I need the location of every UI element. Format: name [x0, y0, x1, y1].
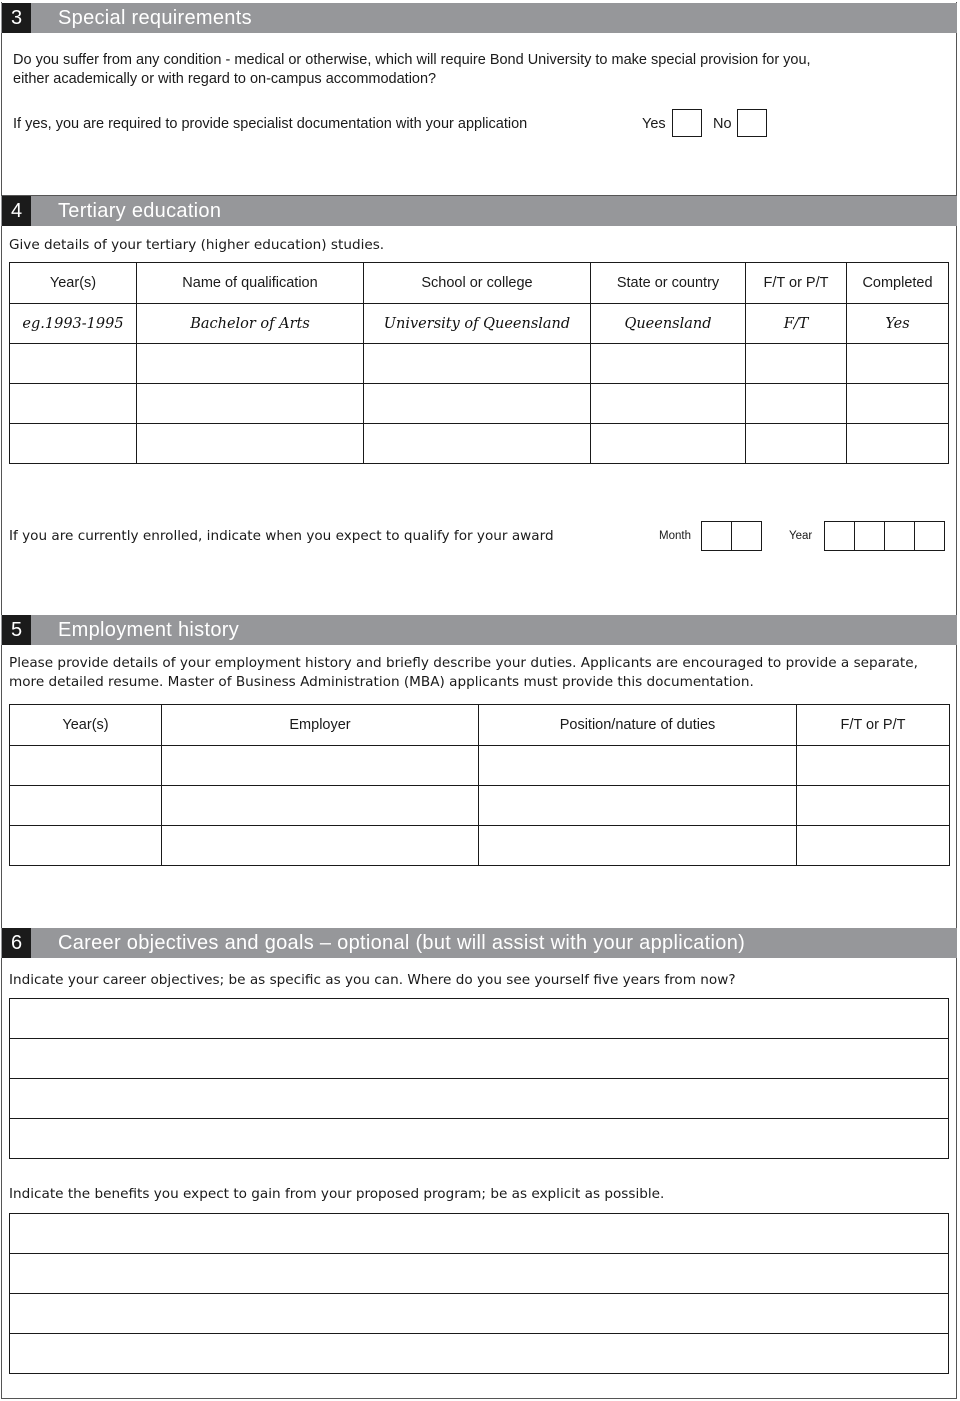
- yes-label: Yes: [642, 116, 666, 132]
- year-digit-4[interactable]: [914, 521, 945, 551]
- tertiary-intro: Give details of your tertiary (higher education) studies.: [9, 237, 385, 253]
- table-cell[interactable]: [746, 344, 847, 384]
- col-state: State or country: [591, 263, 746, 304]
- career-objectives-lines: [9, 998, 949, 1159]
- table-cell[interactable]: [10, 424, 137, 464]
- table-cell[interactable]: [847, 424, 949, 464]
- table-cell[interactable]: [591, 384, 746, 424]
- example-ftpt: F/T: [746, 304, 847, 344]
- section-5-number: 5: [2, 615, 31, 645]
- answer-line[interactable]: [10, 1214, 949, 1254]
- section-4-header: [1, 196, 957, 226]
- table-cell[interactable]: [10, 384, 137, 424]
- section-3-title: Special requirements: [58, 7, 252, 29]
- no-checkbox[interactable]: [737, 109, 767, 137]
- answer-line[interactable]: [10, 1119, 949, 1159]
- table-cell[interactable]: [797, 746, 950, 786]
- col-position: Position/nature of duties: [479, 705, 797, 746]
- table-cell[interactable]: [797, 786, 950, 826]
- col-emp-ftpt: F/T or P/T: [797, 705, 950, 746]
- col-school: School or college: [364, 263, 591, 304]
- table-cell[interactable]: [847, 344, 949, 384]
- answer-line[interactable]: [10, 1294, 949, 1334]
- year-digit-3[interactable]: [884, 521, 915, 551]
- table-cell[interactable]: [847, 384, 949, 424]
- example-years: eg.1993-1995: [10, 304, 137, 344]
- table-cell[interactable]: [364, 384, 591, 424]
- col-emp-years: Year(s): [10, 705, 162, 746]
- section-5-title: Employment history: [58, 619, 240, 641]
- section-6-number: 6: [2, 928, 31, 958]
- table-cell[interactable]: [137, 384, 364, 424]
- table-cell[interactable]: [162, 746, 479, 786]
- example-row: [10, 304, 949, 344]
- example-state: Queensland: [591, 304, 746, 344]
- table-row: [10, 746, 950, 786]
- table-cell[interactable]: [364, 424, 591, 464]
- table-cell[interactable]: [364, 344, 591, 384]
- table-cell[interactable]: [479, 826, 797, 866]
- special-question-line1: Do you suffer from any condition - medical or otherwise, which will require Bond University to make special provision for you,: [13, 52, 811, 68]
- year-digit-2[interactable]: [854, 521, 885, 551]
- section-3-number: 3: [2, 3, 31, 33]
- table-cell[interactable]: [162, 786, 479, 826]
- col-completed: Completed: [847, 263, 949, 304]
- table-row: [10, 786, 950, 826]
- table-cell[interactable]: [162, 826, 479, 866]
- col-years: Year(s): [10, 263, 137, 304]
- special-question-line2: either academically or with regard to on-campus accommodation?: [13, 71, 437, 87]
- table-row: [10, 826, 950, 866]
- example-qualification: Bachelor of Arts: [137, 304, 364, 344]
- example-completed: Yes: [847, 304, 949, 344]
- answer-line[interactable]: [10, 1039, 949, 1079]
- program-benefits-lines: [9, 1213, 949, 1374]
- answer-line[interactable]: [10, 1079, 949, 1119]
- employment-table: [9, 704, 950, 866]
- year-label: Year: [789, 530, 813, 542]
- career-objectives-question: Indicate your career objectives; be as specific as you can. Where do you see yourself five years from now?: [9, 972, 736, 988]
- table-cell[interactable]: [479, 746, 797, 786]
- table-cell[interactable]: [10, 826, 162, 866]
- table-cell[interactable]: [746, 424, 847, 464]
- table-cell[interactable]: [137, 424, 364, 464]
- program-benefits-question: Indicate the benefits you expect to gain from your proposed program; be as explicit as possible.: [9, 1186, 665, 1202]
- month-label: Month: [659, 530, 691, 542]
- table-row: [10, 344, 949, 384]
- section-3-header: [1, 3, 957, 33]
- table-cell[interactable]: [10, 786, 162, 826]
- table-cell[interactable]: [479, 786, 797, 826]
- section-6-header: [1, 928, 957, 958]
- section-5-header: [1, 615, 957, 645]
- table-row: [10, 424, 949, 464]
- col-ftpt: F/T or P/T: [746, 263, 847, 304]
- no-label: No: [713, 116, 732, 132]
- year-digit-1[interactable]: [824, 521, 855, 551]
- col-qualification: Name of qualification: [137, 263, 364, 304]
- special-documentation-note: If yes, you are required to provide specialist documentation with your application: [13, 116, 528, 132]
- enrolled-question: If you are currently enrolled, indicate when you expect to qualify for your award: [9, 528, 554, 544]
- employment-intro-line2: more detailed resume. Master of Business Administration (MBA) applicants must provide this documentation.: [9, 674, 754, 690]
- section-6-title: Career objectives and goals – optional (but will assist with your application): [58, 932, 746, 954]
- table-cell[interactable]: [137, 344, 364, 384]
- employment-intro-line1: Please provide details of your employment history and briefly describe your duties. Applicants are encouraged to provide a separate,: [9, 655, 918, 671]
- table-cell[interactable]: [10, 344, 137, 384]
- month-digit-1[interactable]: [701, 521, 732, 551]
- tertiary-table: [9, 262, 949, 464]
- col-employer: Employer: [162, 705, 479, 746]
- section-4-title: Tertiary education: [58, 200, 222, 222]
- yes-checkbox[interactable]: [672, 109, 702, 137]
- month-digit-2[interactable]: [731, 521, 762, 551]
- table-cell[interactable]: [591, 344, 746, 384]
- table-cell[interactable]: [746, 384, 847, 424]
- answer-line[interactable]: [10, 1254, 949, 1294]
- table-row: [10, 384, 949, 424]
- table-cell[interactable]: [797, 826, 950, 866]
- answer-line[interactable]: [10, 999, 949, 1039]
- table-cell[interactable]: [10, 746, 162, 786]
- answer-line[interactable]: [10, 1334, 949, 1374]
- section-4-number: 4: [2, 196, 31, 226]
- example-school: University of Queensland: [364, 304, 591, 344]
- table-cell[interactable]: [591, 424, 746, 464]
